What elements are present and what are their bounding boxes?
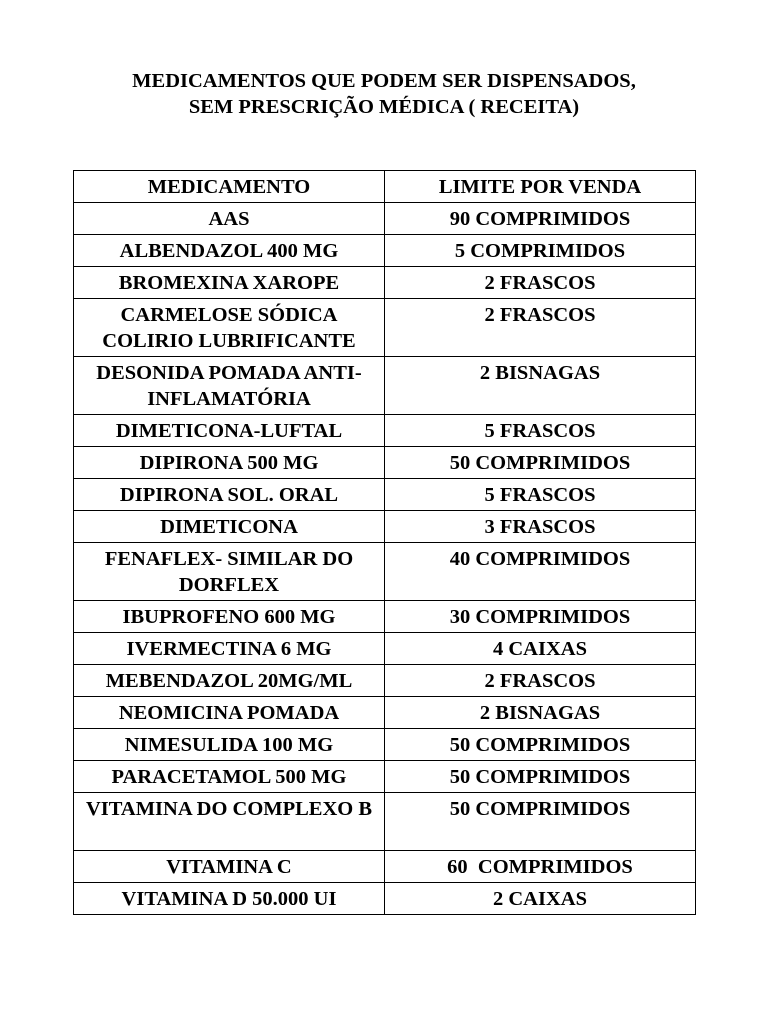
cell-medicamento: DIMETICONA bbox=[74, 511, 385, 543]
table-row bbox=[74, 447, 696, 479]
cell-medicamento: VITAMINA C bbox=[74, 851, 385, 883]
header-medicamento: MEDICAMENTO bbox=[74, 171, 385, 203]
cell-limite: 60 COMPRIMIDOS bbox=[385, 851, 696, 883]
cell-medicamento: FENAFLEX- SIMILAR DO DORFLEX bbox=[74, 543, 385, 601]
cell-medicamento: DIPIRONA 500 MG bbox=[74, 447, 385, 479]
table-row bbox=[74, 203, 696, 235]
table-row bbox=[74, 729, 696, 761]
cell-medicamento: DIPIRONA SOL. ORAL bbox=[74, 479, 385, 511]
cell-medicamento: NIMESULIDA 100 MG bbox=[74, 729, 385, 761]
document-title bbox=[0, 68, 768, 120]
cell-medicamento: VITAMINA DO COMPLEXO B bbox=[74, 793, 385, 851]
cell-limite: 90 COMPRIMIDOS bbox=[385, 203, 696, 235]
table-row bbox=[74, 543, 696, 601]
cell-medicamento: ALBENDAZOL 400 MG bbox=[74, 235, 385, 267]
table-row bbox=[74, 851, 696, 883]
cell-limite: 50 COMPRIMIDOS bbox=[385, 761, 696, 793]
table-row bbox=[74, 665, 696, 697]
table-row bbox=[74, 761, 696, 793]
table-row bbox=[74, 511, 696, 543]
cell-medicamento: PARACETAMOL 500 MG bbox=[74, 761, 385, 793]
cell-limite: 50 COMPRIMIDOS bbox=[385, 729, 696, 761]
cell-limite: 5 COMPRIMIDOS bbox=[385, 235, 696, 267]
cell-limite: 2 FRASCOS bbox=[385, 665, 696, 697]
cell-limite: 50 COMPRIMIDOS bbox=[385, 447, 696, 479]
cell-limite: 40 COMPRIMIDOS bbox=[385, 543, 696, 601]
cell-limite: 5 FRASCOS bbox=[385, 415, 696, 447]
cell-limite: 2 FRASCOS bbox=[385, 299, 696, 357]
cell-limite: 3 FRASCOS bbox=[385, 511, 696, 543]
cell-medicamento: IVERMECTINA 6 MG bbox=[74, 633, 385, 665]
cell-limite: 2 FRASCOS bbox=[385, 267, 696, 299]
medication-table bbox=[73, 170, 696, 915]
table-header-row bbox=[74, 171, 696, 203]
cell-medicamento: AAS bbox=[74, 203, 385, 235]
table-row bbox=[74, 299, 696, 357]
table-row bbox=[74, 357, 696, 415]
cell-medicamento: MEBENDAZOL 20MG/ML bbox=[74, 665, 385, 697]
table-row bbox=[74, 883, 696, 915]
cell-medicamento: IBUPROFENO 600 MG bbox=[74, 601, 385, 633]
cell-medicamento: BROMEXINA XAROPE bbox=[74, 267, 385, 299]
table-row bbox=[74, 793, 696, 851]
cell-medicamento: VITAMINA D 50.000 UI bbox=[74, 883, 385, 915]
title-line-2: SEM PRESCRIÇÃO MÉDICA ( RECEITA) bbox=[188, 96, 580, 118]
table-row bbox=[74, 235, 696, 267]
cell-limite: 2 CAIXAS bbox=[385, 883, 696, 915]
cell-medicamento: CARMELOSE SÓDICA COLIRIO LUBRIFICANTE bbox=[74, 299, 385, 357]
table-row bbox=[74, 479, 696, 511]
cell-limite: 30 COMPRIMIDOS bbox=[385, 601, 696, 633]
table-row bbox=[74, 267, 696, 299]
cell-medicamento: DIMETICONA-LUFTAL bbox=[74, 415, 385, 447]
table-row bbox=[74, 633, 696, 665]
table-row bbox=[74, 601, 696, 633]
cell-limite: 4 CAIXAS bbox=[385, 633, 696, 665]
cell-limite: 2 BISNAGAS bbox=[385, 697, 696, 729]
cell-medicamento: NEOMICINA POMADA bbox=[74, 697, 385, 729]
table-row bbox=[74, 415, 696, 447]
cell-limite: 5 FRASCOS bbox=[385, 479, 696, 511]
table-row bbox=[74, 697, 696, 729]
cell-limite: 2 BISNAGAS bbox=[385, 357, 696, 415]
title-line-1: MEDICAMENTOS QUE PODEM SER DISPENSADOS, bbox=[132, 70, 636, 92]
cell-limite: 50 COMPRIMIDOS bbox=[385, 793, 696, 851]
header-limite: LIMITE POR VENDA bbox=[385, 171, 696, 203]
cell-medicamento: DESONIDA POMADA ANTI-INFLAMATÓRIA bbox=[74, 357, 385, 415]
